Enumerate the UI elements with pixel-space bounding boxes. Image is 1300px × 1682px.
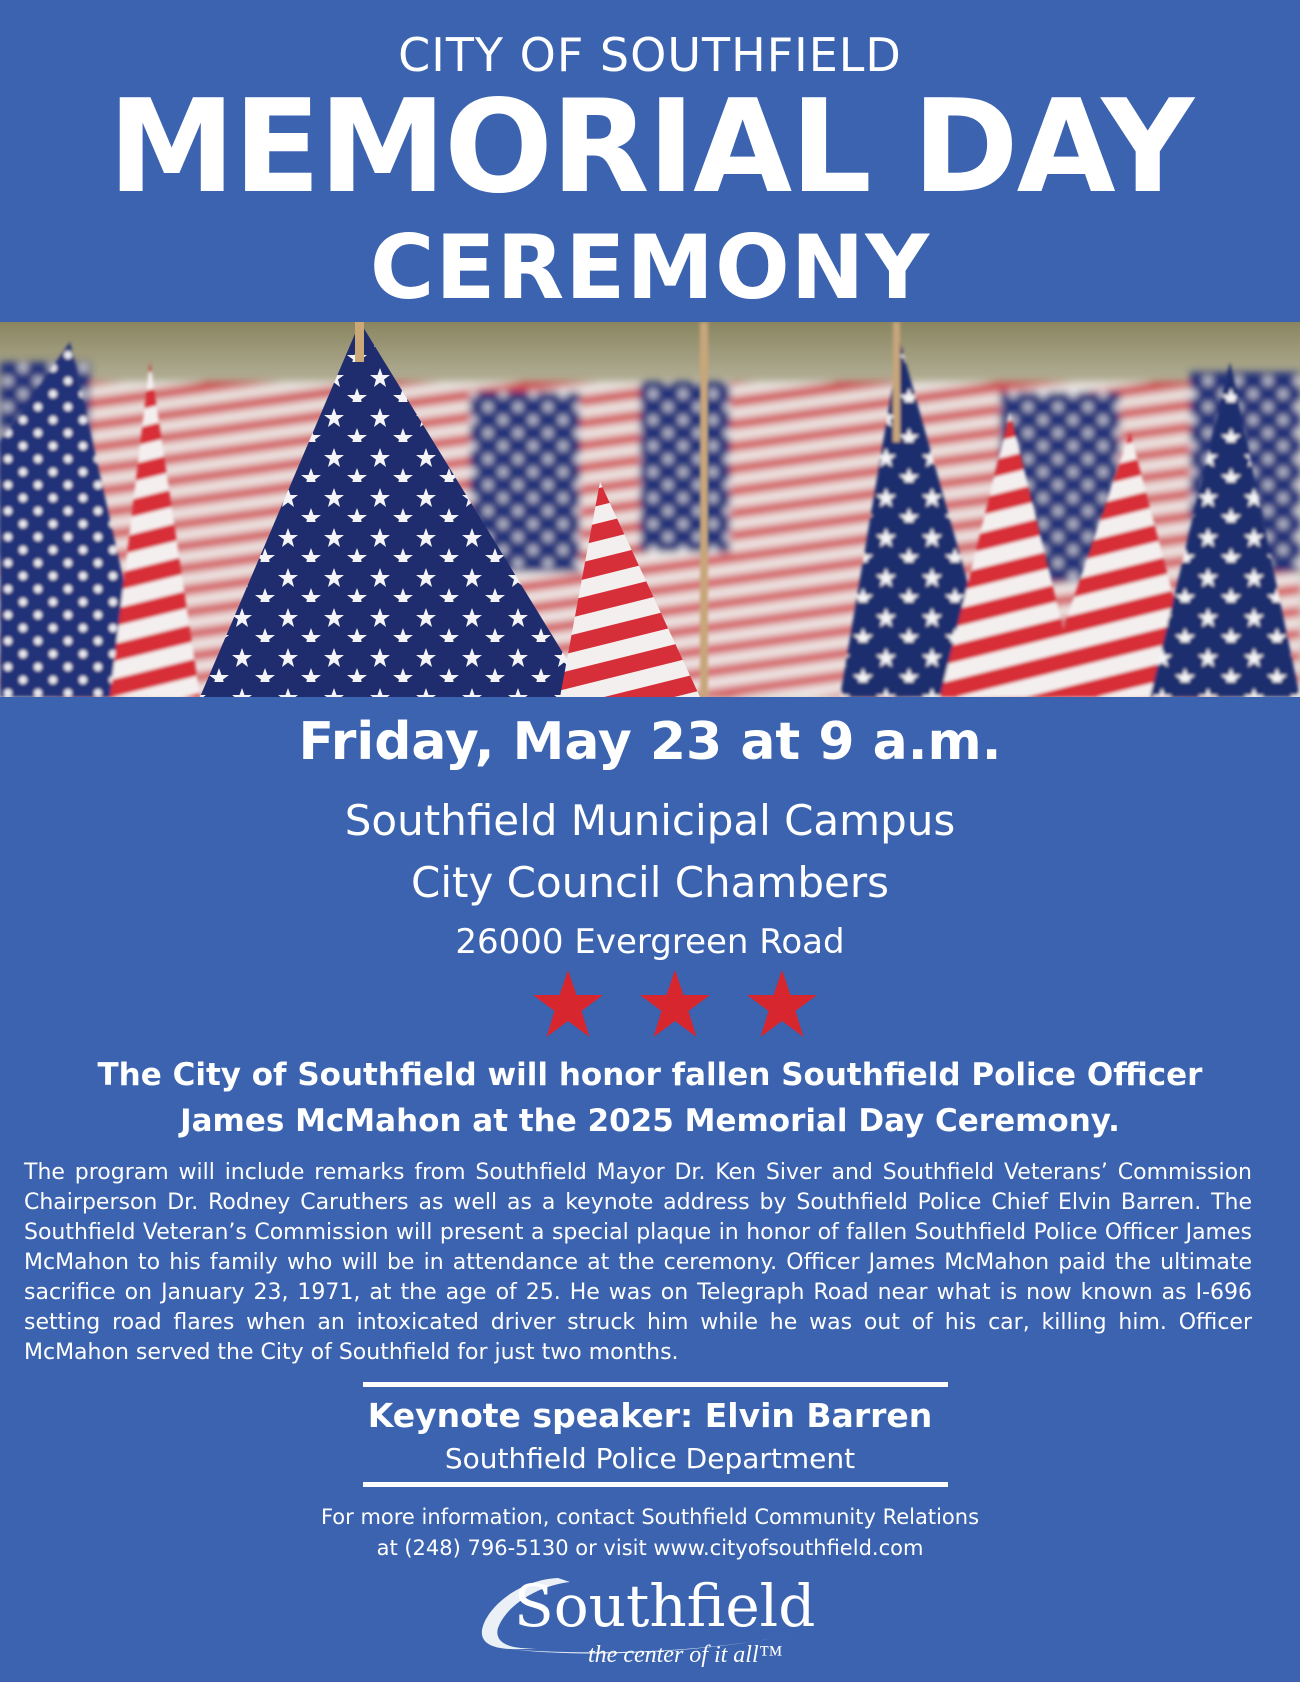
- logo-tagline: the center of it all™: [588, 1642, 783, 1668]
- contact-line-1: For more information, contact Southfield Community Relations: [320, 1505, 980, 1529]
- keynote-speaker: Keynote speaker: Elvin Barren: [367, 1396, 933, 1435]
- honor-line-2: James McMahon at the 2025 Memorial Day Ceremony.: [180, 1103, 1120, 1139]
- contact-info: [0, 1502, 1300, 1564]
- logo-wordmark: Southfield: [514, 1572, 816, 1640]
- keynote-department: Southfield Police Department: [444, 1442, 856, 1475]
- three-stars-icon: [525, 968, 825, 1040]
- event-date-time: Friday, May 23 at 9 a.m.: [298, 712, 1002, 772]
- event-title-subtitle: CEREMONY: [369, 216, 931, 319]
- event-address: 26000 Evergreen Road: [455, 922, 845, 962]
- event-venue: Southfield Municipal Campus: [344, 796, 956, 845]
- event-room: City Council Chambers: [411, 858, 889, 907]
- divider: [363, 1382, 948, 1387]
- honor-line-1: The City of Southfield will honor fallen Southfield Police Officer: [97, 1057, 1203, 1093]
- city-name: CITY OF SOUTHFIELD: [398, 28, 902, 82]
- contact-line-2: at (248) 796-5130 or visit www.cityofsouthfield.com: [376, 1536, 924, 1560]
- divider: [363, 1482, 948, 1487]
- american-flags-photo: [0, 322, 1300, 697]
- red-star-icon: [640, 970, 710, 1037]
- red-star-icon: [747, 970, 817, 1037]
- event-title: MEMORIAL DAY: [107, 73, 1193, 222]
- honor-statement: [0, 1052, 1300, 1144]
- header: [0, 0, 1300, 320]
- red-star-icon: [533, 970, 603, 1037]
- southfield-logo: [478, 1568, 828, 1676]
- program-description: The program will include remarks from Southfield Mayor Dr. Ken Siver and Southfield Veterans’ Commission Chairperson Dr. Rodney Caruthers as well as a keynote address by Southfield Police Chief Elvin Barren. The Southfield Veteran’s Commission will present a special plaque in honor of fallen Southfield Police Officer James McMahon to his family who will be in attendance at the ceremony. Officer James McMahon paid the ultimate sacrifice on January 23, 1971, at the age of 25. He was on Telegraph Road near what is now known as I-696 setting road flares when an intoxicated driver struck him while he was out of his car, killing him. Officer McMahon served the City of Southfield for just two months.: [24, 1160, 1252, 1365]
